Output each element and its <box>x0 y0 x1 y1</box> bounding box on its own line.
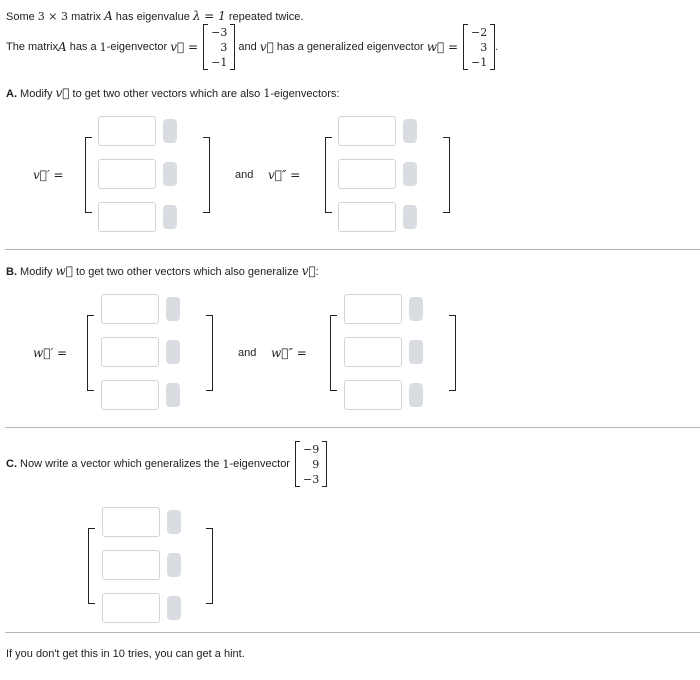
part-b-heading <box>6 264 319 278</box>
v-prime-label: v⃗′ = <box>33 168 64 182</box>
intro-text: -eigenvector <box>106 41 171 53</box>
v-double-prime-input-2[interactable] <box>338 159 396 189</box>
v-prime-left-bracket <box>85 137 92 213</box>
v-prime-input-2-button[interactable] <box>163 162 177 186</box>
generalized-input-2[interactable] <box>102 550 160 580</box>
and-text-b: and <box>238 347 257 359</box>
v-symbol: v⃗ <box>259 40 274 54</box>
intro-text: has a generalized eigenvector <box>273 41 427 53</box>
v-symbol: v⃗ <box>301 264 316 278</box>
generalized-input-1[interactable] <box>102 507 160 537</box>
w-prime-right-bracket <box>206 315 213 391</box>
w-vector-label: w⃗ = <box>426 40 459 54</box>
v-double-prime-input-3[interactable] <box>338 202 396 232</box>
w-double-prime-right-bracket <box>449 315 456 391</box>
w-symbol: w⃗ <box>55 264 73 278</box>
v-double-prime-input-2-button[interactable] <box>403 162 417 186</box>
w-entry-1: −2 <box>471 26 488 39</box>
part-b-label: B. <box>6 266 17 278</box>
w-double-prime-input-2-button[interactable] <box>409 340 423 364</box>
part-b-text: : <box>315 266 319 278</box>
v-prime-input-3[interactable] <box>98 202 156 232</box>
section-divider <box>5 632 700 633</box>
section-divider <box>5 249 700 250</box>
v-double-prime-label: v⃗″ = <box>268 168 301 182</box>
eigenvalue-one: 1 <box>263 87 271 100</box>
v-entry-1: −3 <box>211 26 228 39</box>
v-prime-input-1-button[interactable] <box>163 119 177 143</box>
eigenvalue-one: 1 <box>222 457 230 471</box>
eigenvalue-one: 1 <box>99 40 107 54</box>
v-symbol: v⃗ <box>55 86 70 100</box>
intro-text: has eigenvalue <box>112 11 193 23</box>
v-double-prime-left-bracket <box>325 137 332 213</box>
part-c-heading <box>6 439 327 489</box>
and-text-a: and <box>235 169 254 181</box>
part-c-text: -eigenvector <box>229 458 290 470</box>
v-vector-label: v⃗ = <box>170 40 199 54</box>
w-double-prime-input-2[interactable] <box>344 337 402 367</box>
w-double-prime-input-1-button[interactable] <box>409 297 423 321</box>
w-double-prime-input-3[interactable] <box>344 380 402 410</box>
part-c-label: C. <box>6 458 17 470</box>
part-a-text: Modify <box>17 88 56 100</box>
eigenvalue: λ = 1 <box>192 9 226 23</box>
v-double-prime-input-1-button[interactable] <box>403 119 417 143</box>
v-prime-right-bracket <box>203 137 210 213</box>
given-entry-1: −9 <box>302 443 320 456</box>
v-prime-input-3-button[interactable] <box>163 205 177 229</box>
w-double-prime-input-1[interactable] <box>344 294 402 324</box>
intro-text: Some <box>6 11 38 23</box>
intro-text: and <box>235 41 260 53</box>
part-b-text: to get two other vectors which also generalize <box>73 266 302 278</box>
w-prime-left-bracket <box>87 315 94 391</box>
generalized-input-3[interactable] <box>102 593 160 623</box>
w-prime-input-3-button[interactable] <box>166 383 180 407</box>
generalized-input-3-button[interactable] <box>167 596 181 620</box>
w-vector <box>463 24 495 70</box>
v-entry-2: 3 <box>220 41 228 54</box>
hint-text: If you don't get this in 10 tries, you can get a hint. <box>6 648 245 660</box>
w-prime-input-1[interactable] <box>101 294 159 324</box>
v-prime-input-2[interactable] <box>98 159 156 189</box>
part-a-label: A. <box>6 88 17 100</box>
w-prime-label: w⃗′ = <box>33 346 68 360</box>
intro-line-1 <box>6 9 303 23</box>
part-a-text: to get two other vectors which are also <box>69 88 264 100</box>
w-double-prime-input-3-button[interactable] <box>409 383 423 407</box>
given-entry-2: 9 <box>312 458 320 471</box>
w-double-prime-label: w⃗″ = <box>271 346 307 360</box>
v-double-prime-input-1[interactable] <box>338 116 396 146</box>
v-entry-3: −1 <box>211 56 228 69</box>
part-a-heading <box>6 86 339 100</box>
w-prime-input-3[interactable] <box>101 380 159 410</box>
generalized-input-1-button[interactable] <box>167 510 181 534</box>
v-vector <box>203 24 235 70</box>
section-divider <box>5 427 700 428</box>
intro-text: repeated twice. <box>225 11 304 23</box>
matrix-symbol: A <box>57 40 67 54</box>
given-entry-3: −3 <box>302 473 320 486</box>
generalized-left-bracket <box>88 528 95 604</box>
intro-text: The matrix <box>6 41 58 53</box>
part-b-text: Modify <box>17 266 56 278</box>
part-c-text: Now write a vector which generalizes the <box>17 458 223 470</box>
w-entry-3: −1 <box>471 56 488 69</box>
intro-text: has a <box>66 41 100 53</box>
w-double-prime-left-bracket <box>330 315 337 391</box>
matrix-dimension: 3 × 3 <box>37 10 69 23</box>
v-double-prime-right-bracket <box>443 137 450 213</box>
intro-text: matrix <box>68 11 105 23</box>
part-a-text: -eigenvectors: <box>270 88 340 100</box>
v-double-prime-input-3-button[interactable] <box>403 205 417 229</box>
w-prime-input-2-button[interactable] <box>166 340 180 364</box>
w-prime-input-2[interactable] <box>101 337 159 367</box>
given-eigenvector <box>295 441 327 487</box>
intro-text: . <box>495 41 499 53</box>
intro-line-2 <box>6 22 498 72</box>
w-entry-2: 3 <box>480 41 488 54</box>
v-prime-input-1[interactable] <box>98 116 156 146</box>
matrix-symbol: A <box>104 9 113 23</box>
generalized-input-2-button[interactable] <box>167 553 181 577</box>
w-prime-input-1-button[interactable] <box>166 297 180 321</box>
generalized-right-bracket <box>206 528 213 604</box>
